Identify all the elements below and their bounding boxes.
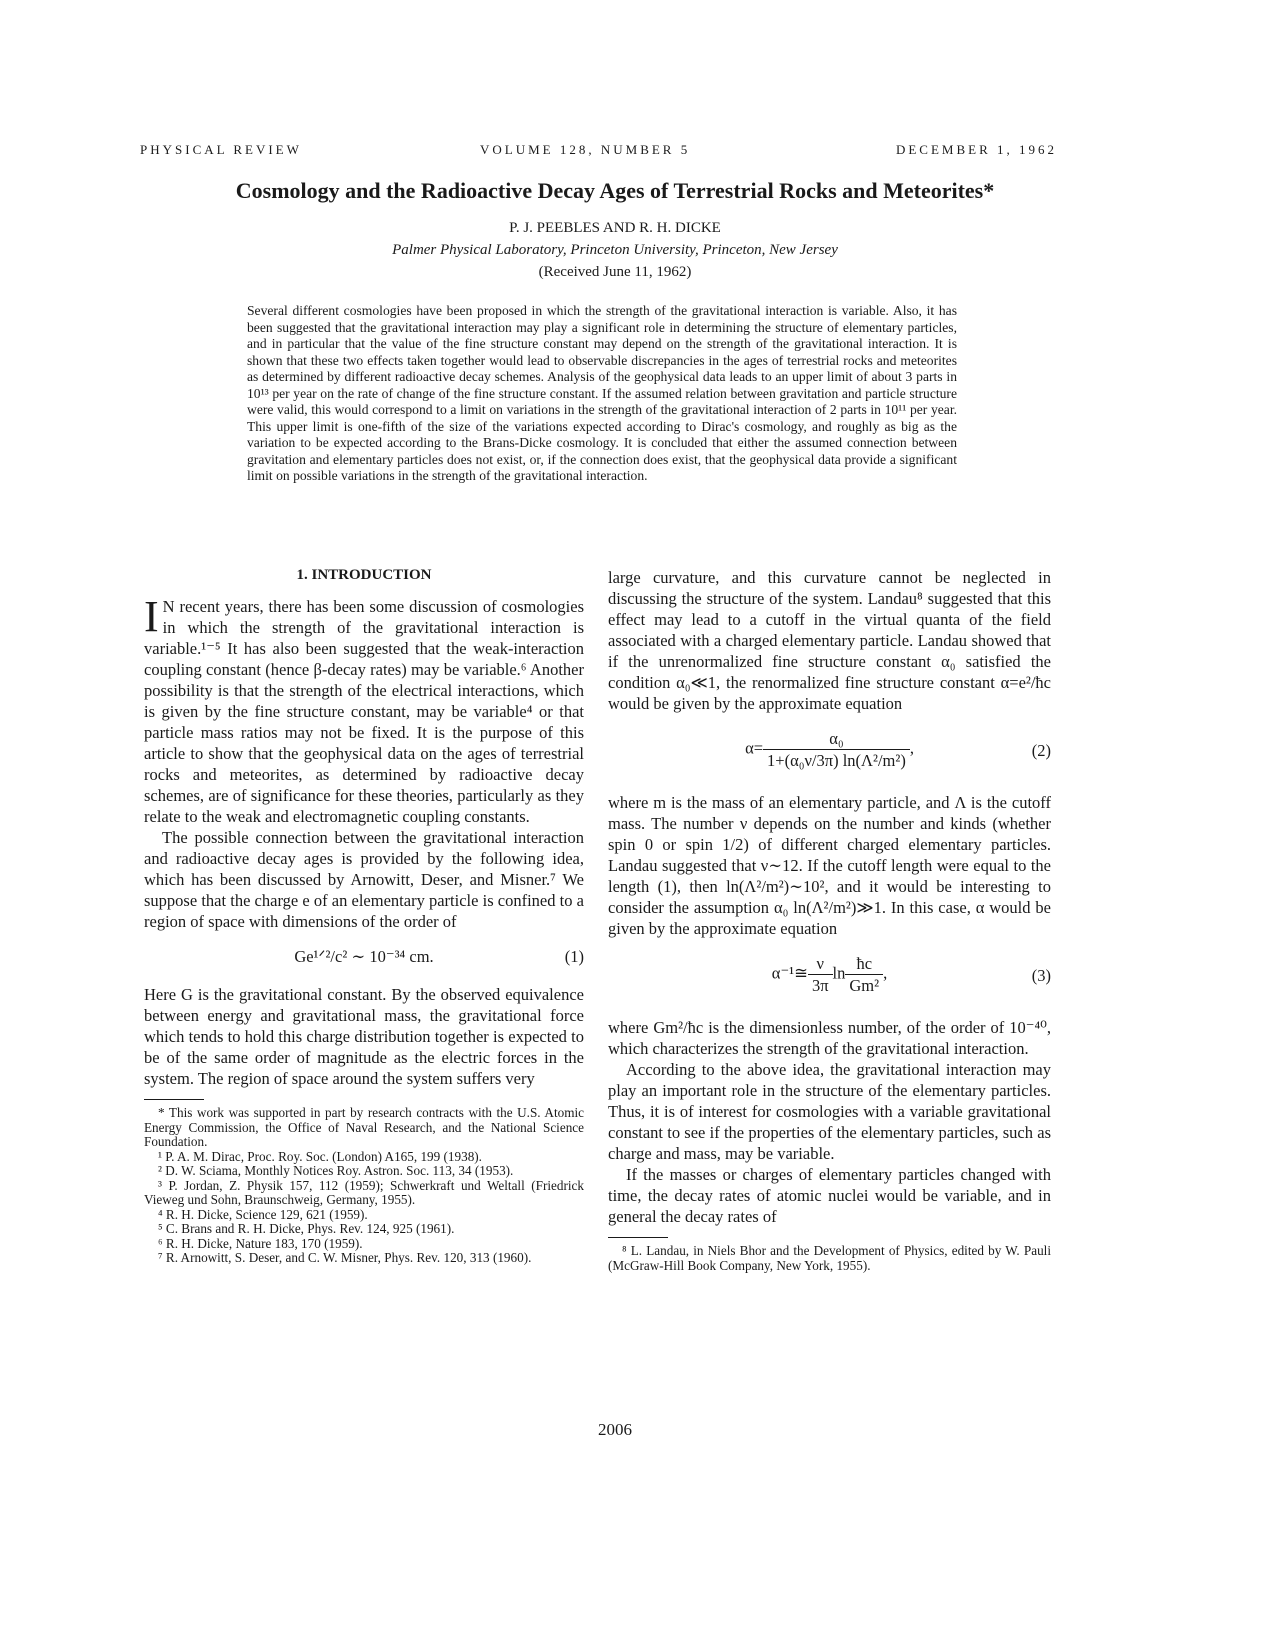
left-column (144, 565, 584, 1266)
footnote: ⁷ R. Arnowitt, S. Deser, and C. W. Misner, Phys. Rev. 120, 313 (1960). (158, 1250, 532, 1265)
affiliation: Palmer Physical Laboratory, Princeton University, Princeton, New Jersey (392, 242, 838, 258)
right-paragraph-4: According to the above idea, the gravitational interaction may play an important role in the structure of the elementary particles. Thus, it is of interest for cosmologies with a variable gravitational constant to see if the properties of the elementary particles, such as charge and mass, may be variable. (608, 1060, 1051, 1163)
equation-2 (608, 722, 1051, 782)
received-date: (Received June 11, 1962) (538, 264, 692, 280)
right-paragraph-3: where Gm²/ħc is the dimensionless number, of the order of 10⁻⁴⁰, which characterizes the strength of the gravitational interaction. (608, 1018, 1051, 1058)
equation-1-number: (1) (564, 947, 584, 966)
equation-2-denominator: 1+(α₀ν/3π) ln(Λ²/m²) (767, 751, 906, 770)
footnotes-right (608, 1244, 1051, 1273)
equation-2-numerator: α₀ (763, 728, 910, 750)
right-paragraph-2: where m is the mass of an elementary particle, and Λ is the cutoff mass. The number ν depends on the number and kinds (whether spin 0 or spin 1/2) of different charged elementary particles. Landau suggested that ν∼12. If the cutoff length were equal to the length (1), then ln(Λ²/m²)∼10², and it would be interesting to consider the assumption α₀ ln(Λ²/m²)≫1. In this case, α would be given by the approximate equation (608, 793, 1051, 938)
authors: P. J. PEEBLES AND R. H. DICKE (509, 220, 721, 236)
equation-2-lhs: α= (745, 738, 764, 758)
equation-3-fraction-1 (808, 953, 833, 996)
equation-2-fraction (763, 728, 910, 771)
equation-3-numerator-2: ħc (845, 953, 883, 975)
footnote: ⁶ R. H. Dicke, Nature 183, 170 (1959). (158, 1235, 363, 1251)
right-paragraph-5: If the masses or charges of elementary particles changed with time, the decay rates of atomic nuclei would be variable, and in general the decay rates of (608, 1165, 1051, 1226)
footnote: ⁴ R. H. Dicke, Science 129, 621 (1959). (158, 1206, 368, 1222)
intro-paragraph-2: The possible connection between the gravitational interaction and radioactive decay ages is provided by the following idea, which has been discussed by Arnowitt, Deser, and Misner.⁷ We suppose that the charge e of an elementary particle is confined to a region of space with dimensions of the order of (144, 828, 584, 931)
equation-3-numerator-1: ν (808, 953, 833, 975)
page-number: 2006 (598, 1420, 632, 1439)
drop-cap: I (144, 592, 159, 641)
equation-2-number: (2) (1031, 741, 1051, 760)
journal-name: PHYSICAL REVIEW (140, 142, 302, 157)
right-column (608, 567, 1051, 1273)
equation-3-ln: ln (832, 963, 846, 983)
equation-3-number: (3) (1031, 966, 1051, 985)
footnote: ² D. W. Sciama, Monthly Notices Roy. Astron. Soc. 113, 34 (1953). (158, 1163, 514, 1178)
equation-3-denominator-1: 3π (811, 976, 829, 995)
equation-3-denominator-2: Gm² (849, 976, 880, 995)
intro-paragraph-1 (144, 592, 584, 827)
volume-number: VOLUME 128, NUMBER 5 (480, 142, 691, 157)
footnote-rule (144, 1099, 204, 1100)
footnote: ³ P. Jordan, Z. Physik 157, 112 (1959); Schwerkraft und Weltall (Friedrick Vieweg und Sohn, Braunschweig, Germany, 1955). (144, 1177, 584, 1207)
equation-3-lhs: α⁻¹≅ (771, 963, 808, 983)
equation-1-expression: Ge¹ᐟ²/c² ∼ 10⁻³⁴ cm. (294, 947, 434, 966)
paper-title: Cosmology and the Radioactive Decay Ages of Terrestrial Rocks and Meteorites* (235, 178, 995, 203)
footnotes-left (144, 1106, 584, 1266)
intro-paragraph-1-text: N recent years, there has been some discussion of cosmologies in which the strength of the gravitational interaction is variable.¹⁻⁵ It has also been suggested that the weak-interaction coupling constant (hence β-decay rates) may be variable.⁶ Another possibility is that the strength of the electrical interactions, which is given by the fine structure constant, may be variable⁴ or that particle mass ratios may not be fixed. It is the purpose of this article to show that the geophysical data on the ages of terrestrial rocks and meteorites, as determined by radioactive decay schemes, are of significance for these theories, particularly as they relate to the weak and electromagnetic coupling constants. (144, 597, 584, 826)
footnote: * This work was supported in part by research contracts with the U.S. Atomic Energy Commission, the Office of Naval Research, and the National Science Foundation. (144, 1105, 584, 1149)
equation-2-expression: α= $\frac{\text{α₀}}{\text{1+(α₀ν/3π) ln(Λ²/m²)}}$ , (745, 729, 914, 770)
equation-1 (144, 940, 584, 974)
footnote: ⁵ C. Brans and R. H. Dicke, Phys. Rev. 124, 925 (1961). (158, 1221, 455, 1236)
equation-3-expression: α⁻¹≅ $\frac{\nu}{3\pi}$ ln $\frac{ħc}{\text{Gm²}}$ , (771, 954, 888, 995)
intro-paragraph-3: Here G is the gravitational constant. By the observed equivalence between energy and gravitational mass, the gravitational force which tends to hold this charge distribution together is expected to be of the same order of magnitude as the electric forces in the system. The region of space around the system suffers very (144, 985, 584, 1088)
right-paragraph-1: large curvature, and this curvature cannot be neglected in discussing the structure of the system. Landau⁸ suggested that this effect may lead to a cutoff in the virtual quanta of the field associated with a charged elementary particle. Landau showed that if the unrenormalized fine structure constant α₀ satisfied the condition α₀≪1, the renormalized fine structure constant α=e²/ħc would be given by the approximate equation (608, 568, 1051, 713)
equation-3-fraction-2 (845, 953, 883, 996)
footnote: ¹ P. A. M. Dirac, Proc. Roy. Soc. (London) A165, 199 (1938). (158, 1148, 482, 1164)
footnote-rule (608, 1237, 668, 1238)
issue-date: DECEMBER 1, 1962 (895, 142, 1057, 157)
section-heading: 1. INTRODUCTION (296, 567, 432, 583)
footnote: ⁸ L. Landau, in Niels Bhor and the Development of Physics, edited by W. Pauli (McGraw-Hill Book Company, New York, 1955). (608, 1243, 1051, 1273)
abstract: Several different cosmologies have been proposed in which the strength of the gravitational interaction is variable. Also, it has been suggested that the gravitational interaction may play a significant role in determining the structure of elementary particles, and in particular that the value of the fine structure constant may depend on the strength of the gravitational interaction. It is shown that these two effects taken together would lead to observable discrepancies in the ages of terrestrial rocks and meteorites as determined by different radioactive decay schemes. Analysis of the geophysical data leads to an upper limit of about 3 parts in 10¹³ per year on the rate of change of the fine structure constant. If the assumed relation between gravitation and particle structure were valid, this would correspond to a limit on variations in the strength of the gravitational interaction of 2 parts in 10¹¹ per year. This upper limit is one-fifth of the size of the variations expected according to Dirac's cosmology, and roughly as big as the variation to be expected according to the Brans-Dicke cosmology. It is concluded that either the assumed connection between gravitation and elementary particles does not exist, or, if the connection does exist, that the geophysical data provide a significant limit on possible variations in the strength of the gravitational interaction. (247, 303, 957, 483)
equation-3 (608, 947, 1051, 1007)
